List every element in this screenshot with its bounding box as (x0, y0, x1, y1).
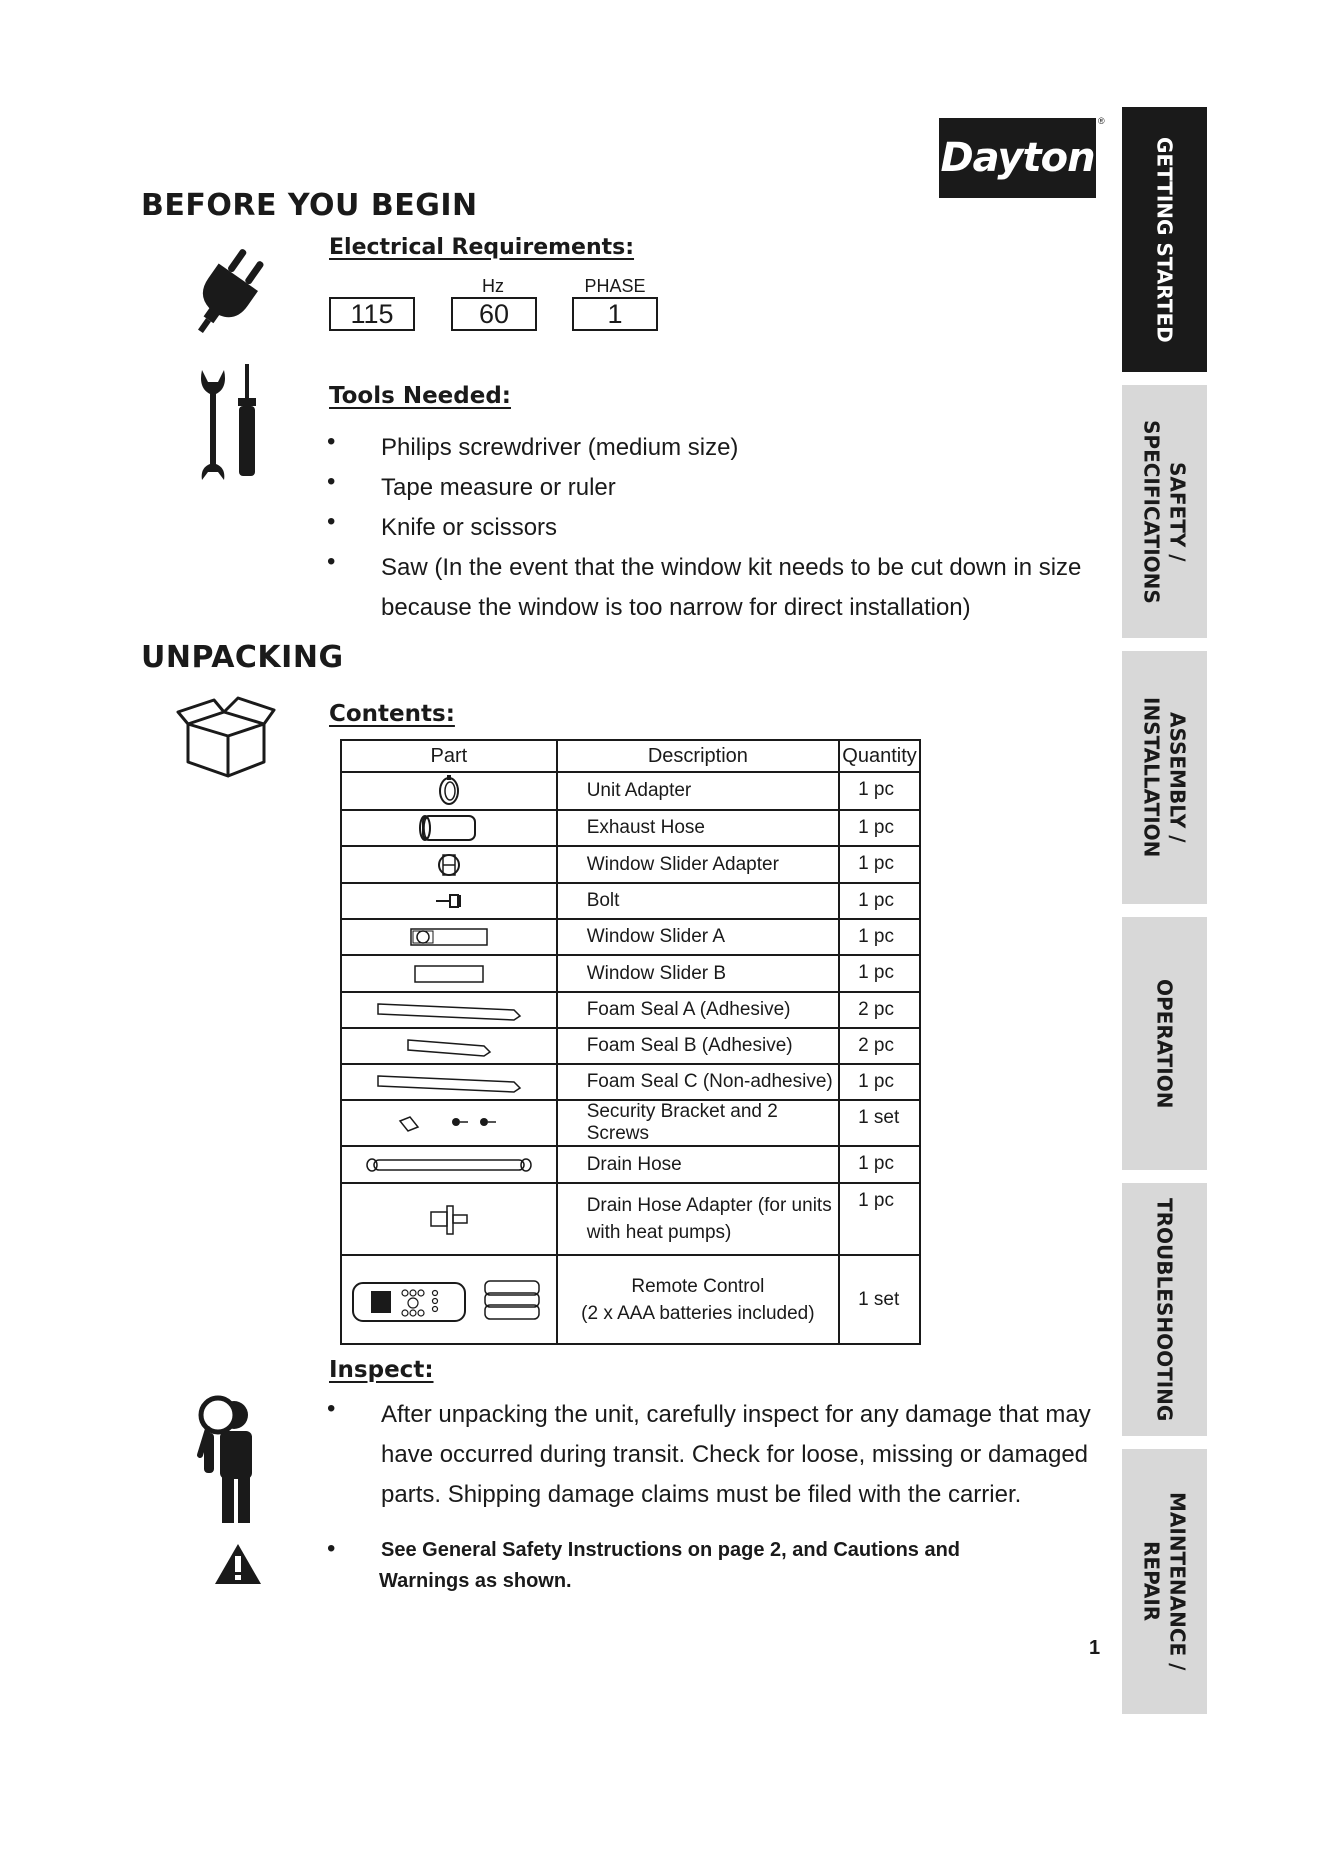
tab-maintenance-repair[interactable] (1122, 1449, 1207, 1714)
part-quantity: 1 pc (839, 1183, 920, 1255)
list-item (327, 468, 1127, 508)
column-header-quantity: Quantity (839, 740, 920, 772)
part-quantity: 2 pc (839, 1028, 920, 1064)
tab-label: GETTING STARTED (1152, 136, 1177, 343)
window-slider-a-icon (409, 926, 489, 948)
hz-label: Hz (482, 276, 504, 296)
section-title-unpacking: UNPACKING (141, 640, 344, 675)
table-row (341, 992, 920, 1028)
table-row (341, 810, 920, 846)
bullet: • (327, 468, 336, 495)
part-description-continued: with heat pumps) (586, 1222, 732, 1243)
phase-value-box: 1 (572, 297, 658, 331)
foam-seal-a-icon (374, 998, 524, 1022)
contents-table (340, 739, 921, 1345)
part-description: Foam Seal C (Non-adhesive) (557, 1064, 839, 1100)
inspect-list (327, 1395, 1127, 1515)
foam-seal-b-icon (404, 1034, 494, 1058)
part-description: Foam Seal B (Adhesive) (557, 1028, 839, 1064)
part-quantity: 1 set (839, 1100, 920, 1146)
part-description: Unit Adapter (557, 772, 839, 810)
table-row (341, 919, 920, 955)
tab-safety-specifications[interactable] (1122, 385, 1207, 638)
part-description: Security Bracket and 2 Screws (557, 1100, 839, 1146)
contents-heading: Contents: (329, 701, 455, 727)
part-description: Window Slider Adapter (557, 846, 839, 883)
list-item (327, 428, 1127, 468)
inspect-line: After unpacking the unit, carefully inspect for any damage that may (381, 1401, 1091, 1428)
phase-label: PHASE (584, 276, 646, 296)
bolt-icon (434, 891, 464, 911)
tab-troubleshooting[interactable] (1122, 1183, 1207, 1436)
tool-item: Tape measure or ruler (381, 474, 616, 501)
part-description: Drain Hose Adapter (for units (586, 1195, 832, 1216)
part-quantity: 1 set (839, 1255, 920, 1344)
part-quantity: 1 pc (839, 955, 920, 992)
tab-operation[interactable] (1122, 917, 1207, 1170)
tools-needed-heading: Tools Needed: (329, 383, 511, 409)
inspect-line: have occurred during transit. Check for loose, missing or damaged (381, 1441, 1089, 1468)
voltage-value-box: 115 (329, 297, 415, 331)
tab-label: SAFETY / SPECIFICATIONS (1139, 419, 1190, 604)
window-slider-adapter-icon (434, 850, 464, 880)
part-quantity: 1 pc (839, 919, 920, 955)
warning-line: See General Safety Instructions on page 2, and Cautions and (381, 1539, 961, 1561)
bullet: • (327, 508, 336, 535)
part-description: Window Slider A (557, 919, 839, 955)
remote-control-icon (349, 1273, 549, 1327)
foam-seal-c-icon (374, 1070, 524, 1094)
table-row (341, 883, 920, 919)
part-quantity: 1 pc (839, 846, 920, 883)
part-description: Drain Hose (557, 1146, 839, 1183)
section-title-before-you-begin: BEFORE YOU BEGIN (141, 188, 478, 223)
list-item (327, 548, 1127, 588)
table-row (341, 1028, 920, 1064)
table-header-row (341, 740, 920, 772)
warning-line: Warnings as shown. (379, 1570, 572, 1592)
tool-item: Philips screwdriver (medium size) (381, 434, 739, 461)
list-item-continued (327, 588, 1127, 628)
part-description: Bolt (557, 883, 839, 919)
part-quantity: 1 pc (839, 772, 920, 810)
table-row (341, 1183, 920, 1255)
security-bracket-icon (394, 1111, 504, 1135)
tab-assembly-installation[interactable] (1122, 651, 1207, 904)
hz-value-box: 60 (451, 297, 537, 331)
list-item (327, 1395, 1127, 1515)
bullet: • (327, 548, 336, 575)
tools-list (327, 428, 1127, 628)
table-row (341, 955, 920, 992)
list-item (327, 508, 1127, 548)
part-description: Exhaust Hose (557, 810, 839, 846)
tab-label: ASSEMBLY / INSTALLATION (1139, 697, 1190, 858)
part-description: Foam Seal A (Adhesive) (557, 992, 839, 1028)
inspector-person-icon (196, 1395, 268, 1525)
tab-getting-started[interactable] (1122, 107, 1207, 372)
warning-icon (213, 1542, 263, 1586)
unit-adapter-icon (434, 775, 464, 807)
table-row (341, 1064, 920, 1100)
part-description-continued: (2 x AAA batteries included) (581, 1302, 815, 1324)
drain-hose-icon (364, 1154, 534, 1176)
brand-logo: Dayton (939, 118, 1096, 198)
tool-item-continued: because the window is too narrow for direct installation) (381, 594, 971, 621)
bullet: • (327, 1535, 336, 1562)
box-icon (176, 694, 276, 780)
part-quantity: 1 pc (839, 1146, 920, 1183)
table-row (341, 772, 920, 810)
exhaust-hose-icon (417, 813, 481, 843)
part-quantity: 1 pc (839, 883, 920, 919)
inspect-heading: Inspect: (329, 1357, 434, 1383)
column-header-description: Description (557, 740, 839, 772)
tool-item: Knife or scissors (381, 514, 558, 541)
page-number: 1 (1089, 1637, 1101, 1659)
tool-item: Saw (In the event that the window kit needs to be cut down in size (381, 554, 1082, 581)
tab-label: MAINTENANCE / REPAIR (1139, 1492, 1190, 1671)
warning-note (327, 1535, 1127, 1597)
part-description: Remote Control (631, 1275, 765, 1297)
part-quantity: 2 pc (839, 992, 920, 1028)
table-row (341, 846, 920, 883)
table-row (341, 1100, 920, 1146)
part-quantity: 1 pc (839, 1064, 920, 1100)
tab-label: OPERATION (1152, 978, 1177, 1109)
plug-icon (188, 246, 268, 338)
inspect-line: parts. Shipping damage claims must be filed with the carrier. (381, 1481, 1022, 1508)
part-description: Window Slider B (557, 955, 839, 992)
electrical-requirements-heading: Electrical Requirements: (329, 235, 635, 260)
drain-hose-adapter-icon (427, 1202, 471, 1236)
tab-label: TROUBLESHOOTING (1152, 1197, 1177, 1422)
bullet: • (327, 1395, 336, 1422)
table-row (341, 1146, 920, 1183)
window-slider-b-icon (413, 963, 485, 985)
tools-icon (196, 362, 266, 482)
registered-mark: ® (1098, 116, 1105, 126)
bullet: • (327, 428, 336, 455)
table-row (341, 1255, 920, 1344)
column-header-part: Part (341, 740, 557, 772)
part-quantity: 1 pc (839, 810, 920, 846)
